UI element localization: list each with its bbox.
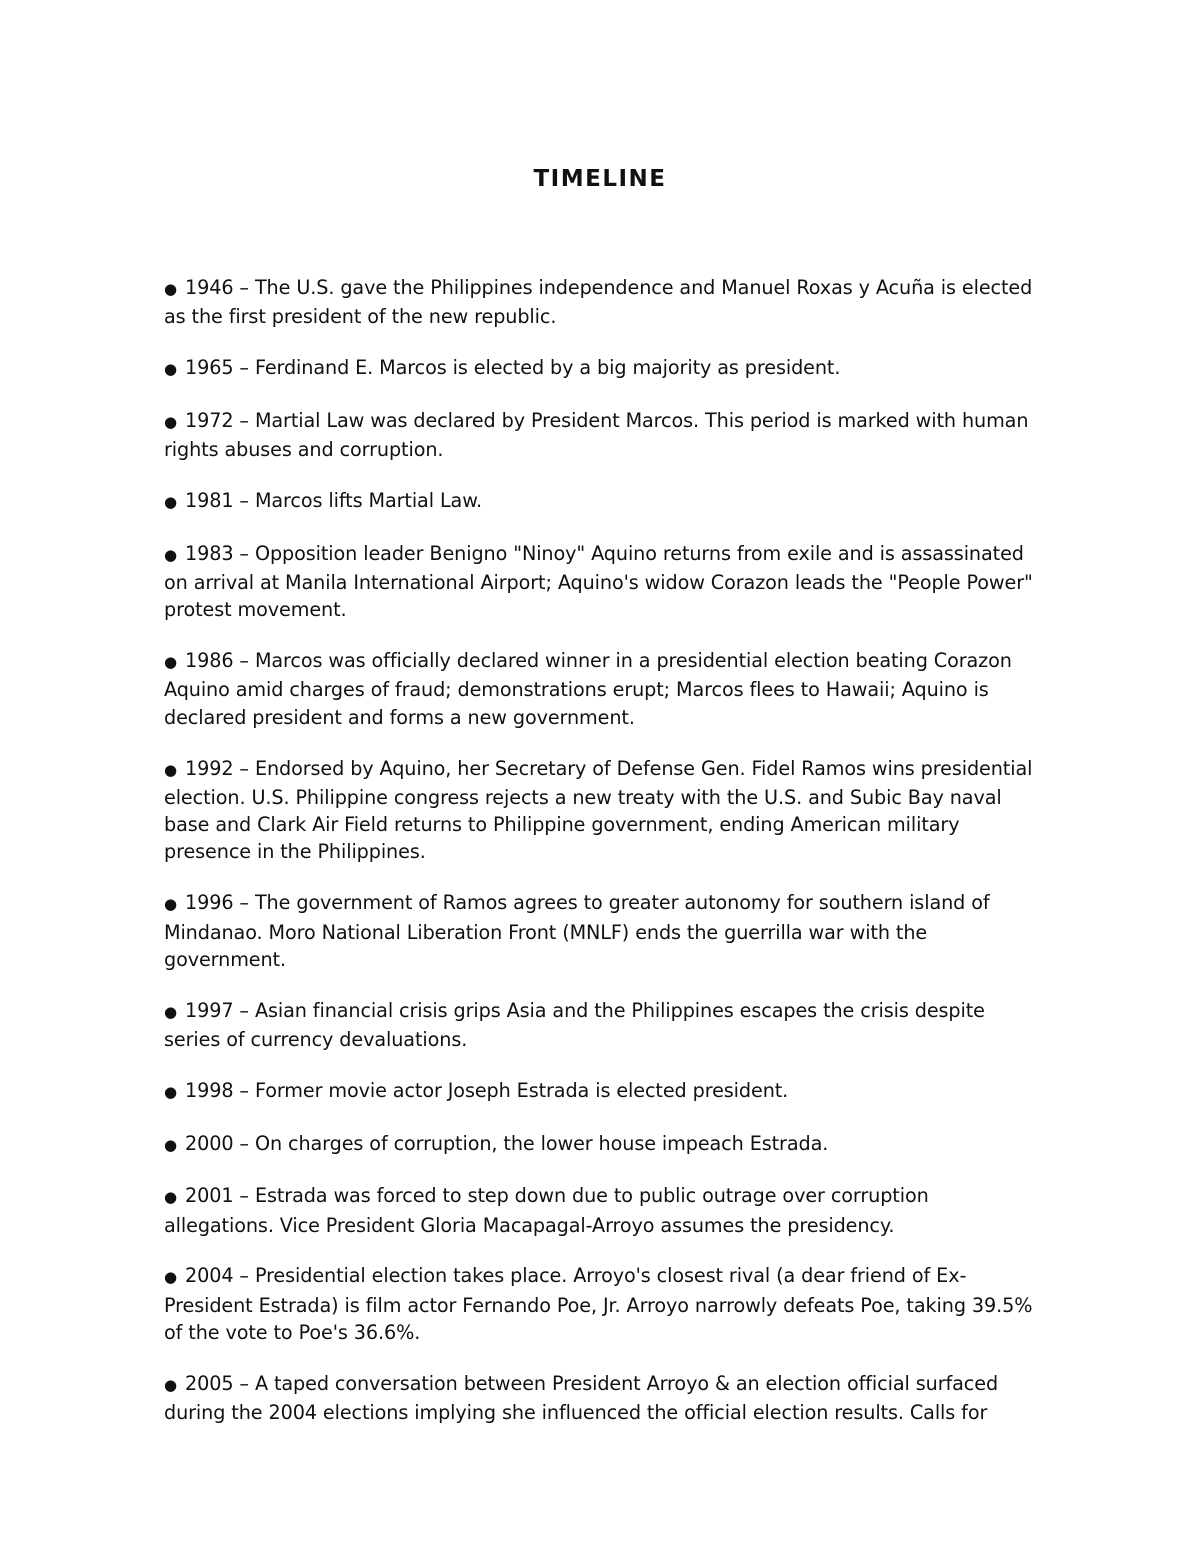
entry-year: 2000 [185, 1131, 234, 1155]
entry-year: 2005 [185, 1371, 234, 1395]
timeline-entry-1998: ● 1998 – Former movie actor Joseph Estrada is elected president. [164, 1078, 789, 1102]
entry-text: On charges of corruption, the lower house impeach Estrada. [254, 1131, 829, 1155]
timeline-entry-2004: ● 2004 – Presidential election takes place. Arroyo's closest rival (a dear friend of Ex-President Estrada) is film actor Fernando Poe, Jr. Arroyo narrowly defeats Poe, taking 39.5% of the vote to Poe's 36.6%. [164, 1264, 1033, 1345]
entry-text: The government of Ramos agrees to greater autonomy for southern island of Mindanao. Moro National Liberation Front (MNLF) ends the guerrilla war with the government. [164, 891, 990, 971]
bullet-icon: ● [164, 492, 177, 511]
timeline-entry-1981: ● 1981 – Marcos lifts Martial Law. [164, 488, 483, 512]
entry-year: 1997 [185, 998, 234, 1022]
bullet-icon: ● [164, 1135, 177, 1154]
timeline-entry-1965: ● 1965 – Ferdinand E. Marcos is elected by a big majority as president. [164, 356, 841, 380]
entry-text: Former movie actor Joseph Estrada is elected president. [254, 1078, 789, 1102]
entry-text: The U.S. gave the Philippines independence and Manuel Roxas y Acuña is elected as the first president of the new republic. [164, 276, 1033, 329]
timeline-entry-2001: ● 2001 – Estrada was forced to step down due to public outrage over corruption allegations. Vice President Gloria Macapagal-Arroyo assumes the presidency. [164, 1184, 929, 1237]
bullet-icon: ● [164, 1188, 177, 1207]
entry-year: 1972 [185, 408, 234, 432]
timeline-entry-1992: ● 1992 – Endorsed by Aquino, her Secretary of Defense Gen. Fidel Ramos wins presidential election. U.S. Philippine congress rejects a new treaty with the U.S. and Subic Bay naval base and Clark Air Field returns to Philippine government, ending American military presence in the Philippines. [164, 756, 1033, 864]
entry-text: A taped conversation between President Arroyo & an election official surfaced during the 2004 elections implying she influenced the official election results. Calls for [164, 1371, 999, 1425]
entry-year: 1996 [185, 891, 234, 915]
bullet-icon: ● [164, 412, 177, 431]
entry-year: 1983 [185, 541, 234, 565]
entry-text: Opposition leader Benigno "Ninoy" Aquino returns from exile and is assassinated on arrival at Manila International Airport; Aquino's widow Corazon leads the "People Power" protest movement. [164, 541, 1033, 622]
timeline-entry-1983: ● 1983 – Opposition leader Benigno "Ninoy" Aquino returns from exile and is assassinated on arrival at Manila International Airport; Aquino's widow Corazon leads the "People Power" protest movement. [164, 541, 1033, 622]
entry-text: Marcos was officially declared winner in a presidential election beating Corazon Aquino amid charges of fraud; demonstrations erupt; Marcos flees to Hawaii; Aquino is declared president and forms a new government. [164, 649, 1012, 729]
entry-year: 2004 [185, 1264, 234, 1288]
entry-year: 2001 [185, 1184, 234, 1208]
entry-text: Martial Law was declared by President Marcos. This period is marked with human rights abuses and corruption. [164, 408, 1029, 462]
entry-year: 1981 [185, 488, 234, 512]
entry-year: 1965 [185, 356, 234, 380]
bullet-icon: ● [164, 1268, 177, 1287]
bullet-icon: ● [164, 280, 177, 298]
timeline-entry-1972: ● 1972 – Martial Law was declared by President Marcos. This period is marked with human rights abuses and corruption. [164, 408, 1029, 462]
entry-year: 1998 [185, 1078, 234, 1102]
bullet-icon: ● [164, 653, 177, 672]
entry-text: Estrada was forced to step down due to public outrage over corruption allegations. Vice President Gloria Macapagal-Arroyo assumes the presidency. [164, 1184, 929, 1237]
timeline-entry-1986: ● 1986 – Marcos was officially declared winner in a presidential election beating Corazon Aquino amid charges of fraud; demonstrations erupt; Marcos flees to Hawaii; Aquino is declared president and forms a new government. [164, 649, 1012, 729]
entry-year: 1946 [185, 276, 234, 299]
bullet-icon: ● [164, 1375, 177, 1394]
timeline-list [164, 274, 1044, 1450]
timeline-entry-2005: ● 2005 – A taped conversation between President Arroyo & an election official surfaced during the 2004 elections implying she influenced the official election results. Calls for [164, 1371, 999, 1425]
entry-year: 1986 [185, 649, 234, 673]
entry-text: Ferdinand E. Marcos is elected by a big majority as president. [254, 356, 841, 380]
page-title: TIMELINE [533, 166, 667, 192]
entry-year: 1992 [185, 756, 234, 780]
bullet-icon: ● [164, 1002, 177, 1021]
bullet-icon: ● [164, 545, 177, 564]
timeline-entry-1996: ● 1996 – The government of Ramos agrees to greater autonomy for southern island of Mindanao. Moro National Liberation Front (MNLF) ends the guerrilla war with the government. [164, 891, 990, 971]
entry-text: Presidential election takes place. Arroyo's closest rival (a dear friend of Ex-President Estrada) is film actor Fernando Poe, Jr. Arroyo narrowly defeats Poe, taking 39.5% of the vote to Poe's 36.6%. [164, 1264, 1033, 1345]
bullet-icon: ● [164, 760, 177, 779]
bullet-icon: ● [164, 1082, 177, 1101]
timeline-entry-1946: ● 1946 – The U.S. gave the Philippines independence and Manuel Roxas y Acuña is elected as the first president of the new republic. [164, 276, 1033, 329]
entry-text: Endorsed by Aquino, her Secretary of Defense Gen. Fidel Ramos wins presidential election. U.S. Philippine congress rejects a new treaty with the U.S. and Subic Bay naval base and Clark Air Field returns to Philippine government, ending American military presence in the Philippines. [164, 756, 1033, 864]
timeline-entry-2000: ● 2000 – On charges of corruption, the lower house impeach Estrada. [164, 1131, 829, 1155]
bullet-icon: ● [164, 360, 177, 379]
bullet-icon: ● [164, 895, 177, 914]
timeline-entry-1997: ● 1997 – Asian financial crisis grips Asia and the Philippines escapes the crisis despite series of currency devaluations. [164, 998, 985, 1051]
entry-text: Asian financial crisis grips Asia and the Philippines escapes the crisis despite series of currency devaluations. [164, 998, 985, 1051]
entry-text: Marcos lifts Martial Law. [254, 488, 483, 512]
